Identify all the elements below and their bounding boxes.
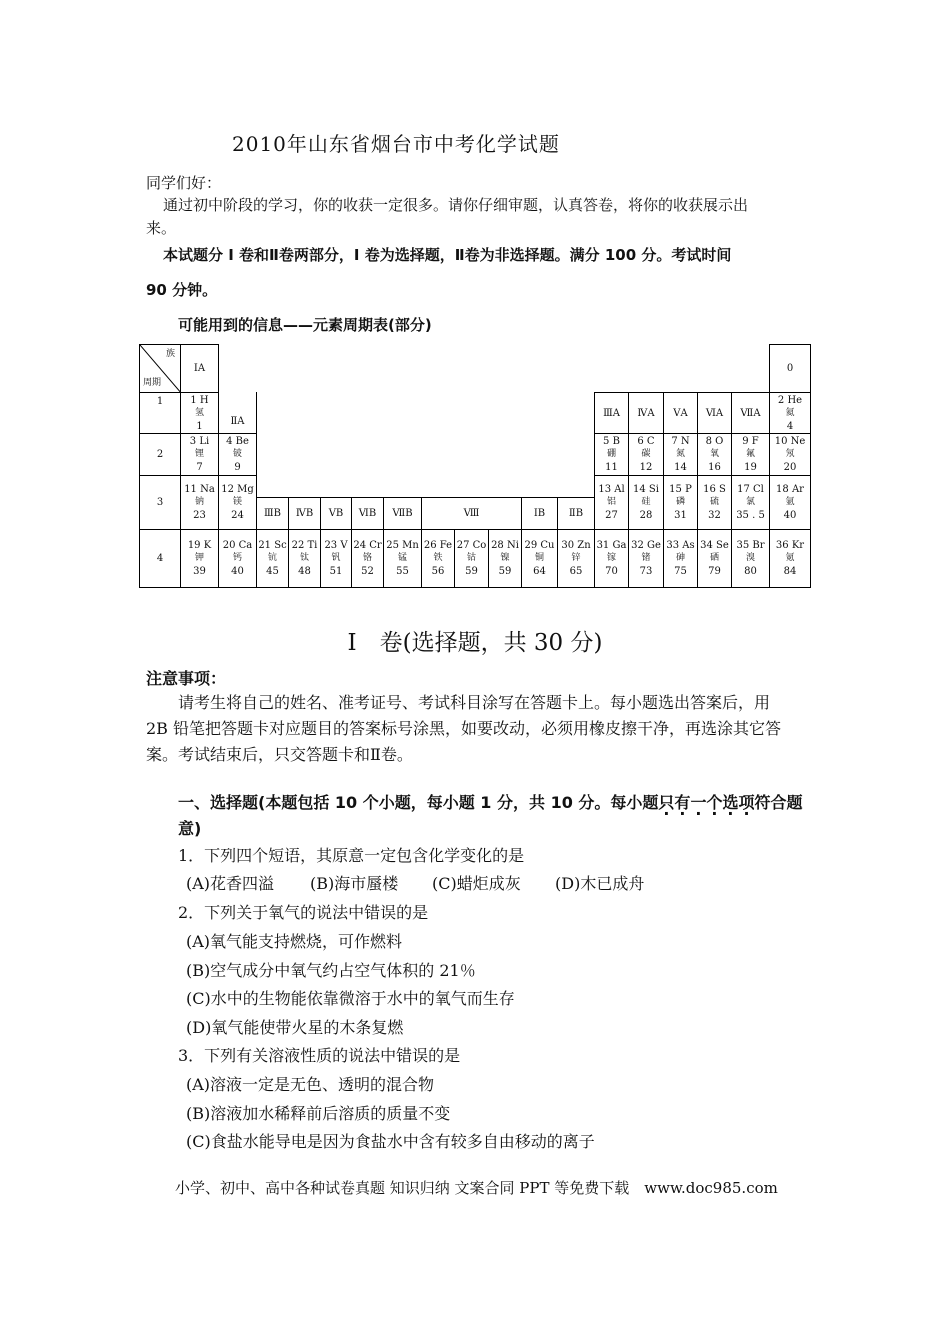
- volume-title: I 卷(选择题，共 30 分): [347, 630, 603, 656]
- element-be: 4 Be 铍 9: [218, 433, 257, 476]
- emphasized-char: 有: [674, 793, 691, 812]
- group-label-viib: ⅦB: [383, 497, 422, 530]
- element-ga: 31 Ga 镓 70: [594, 529, 629, 588]
- q1-option-d: (D)木已成舟: [555, 874, 645, 893]
- question-2-stem: 2．下列关于氧气的说法中错误的是: [178, 903, 429, 922]
- table-corner-cell: [139, 344, 181, 393]
- element-na: 11 Na 钠 23: [180, 475, 219, 530]
- period-label-2: 2: [139, 433, 181, 476]
- element-he: 2 He 氦 4: [769, 392, 811, 434]
- group-label-ivb: ⅣB: [288, 497, 321, 530]
- element-br: 35 Br 溴 80: [731, 529, 770, 588]
- group-label-vib: ⅥB: [351, 497, 384, 530]
- section-heading-part-a: 一、选择题(本题包括 10 个小题，每小题 1 分，共 10 分。每小题: [178, 793, 659, 812]
- element-kr: 36 Kr 氪 84: [769, 529, 811, 588]
- q1-option-b: (B)海市蜃楼: [310, 874, 399, 893]
- element-ti: 22 Ti 钛 48: [288, 529, 321, 588]
- group-label-iiia: ⅢA: [594, 392, 629, 434]
- corner-period-label: 周期: [143, 378, 162, 388]
- question-1-stem: 1．下列四个短语，其原意一定包含化学变化的是: [178, 846, 525, 865]
- element-ne: 10 Ne 氖 20: [769, 433, 811, 476]
- emphasized-char: 选: [722, 793, 739, 812]
- exam-info-line-2: 90 分钟。: [146, 281, 218, 299]
- q3-option-b: (B)溶液加水稀释前后溶质的质量不变: [186, 1104, 451, 1123]
- emphasized-char: 只: [658, 793, 675, 812]
- element-as: 33 As 砷 75: [663, 529, 698, 588]
- group-label-ib: ⅠB: [521, 497, 558, 530]
- emphasized-char: 项: [738, 793, 755, 812]
- intro-line-2: 来。: [146, 219, 177, 237]
- element-ca: 20 Ca 钙 40: [218, 529, 257, 588]
- element-cu: 29 Cu 铜 64: [521, 529, 558, 588]
- corner-group-label: 族: [165, 349, 175, 359]
- greeting: 同学们好：: [146, 174, 222, 192]
- element-ge: 32 Ge 锗 73: [628, 529, 664, 588]
- exam-info-line-1: 本试题分 I 卷和Ⅱ卷两部分，I 卷为选择题，Ⅱ卷为非选择题。满分 100 分。考试时间: [163, 246, 732, 264]
- question-3-stem: 3．下列有关溶液性质的说法中错误的是: [178, 1046, 461, 1065]
- group-label-va: ⅤA: [663, 392, 698, 434]
- group-label-iia: ⅡA: [218, 392, 257, 434]
- element-b: 5 B 硼 11: [594, 433, 629, 476]
- element-mn: 25 Mn 锰 55: [383, 529, 422, 588]
- section-heading-part-b: 符合题: [754, 793, 803, 812]
- element-sc: 21 Sc 钪 45: [256, 529, 289, 588]
- q1-option-a: (A)花香四溢: [186, 874, 275, 893]
- element-cr: 24 Cr 铬 52: [351, 529, 384, 588]
- emphasized-char: 个: [706, 793, 723, 812]
- emphasized-char: 一: [690, 793, 707, 812]
- table-caption: 可能用到的信息——元素周期表(部分): [178, 316, 432, 334]
- element-li: 3 Li 锂 7: [180, 433, 219, 476]
- footer-text: 小学、初中、高中各种试卷真题 知识归纳 文案合同 PPT 等免费下载 www.doc985.com: [175, 1179, 778, 1197]
- element-cl: 17 Cl 氯 35 . 5: [731, 475, 770, 530]
- intro-line-1: 通过初中阶段的学习，你的收获一定很多。请你仔细审题，认真答卷，将你的收获展示出: [163, 196, 749, 214]
- q2-option-b: (B)空气成分中氧气约占空气体积的 21％: [186, 961, 476, 980]
- element-o: 8 O 氧 16: [697, 433, 732, 476]
- element-p: 15 P 磷 31: [663, 475, 698, 530]
- element-se: 34 Se 硒 79: [697, 529, 732, 588]
- group-label-iib: ⅡB: [557, 497, 595, 530]
- group-label-viia: ⅦA: [731, 392, 770, 434]
- group-label-vb: ⅤB: [320, 497, 352, 530]
- group-label-viii: Ⅷ: [421, 497, 522, 530]
- notice-heading: 注意事项：: [146, 669, 227, 688]
- element-k: 19 K 钾 39: [180, 529, 219, 588]
- period-label-1: 1: [139, 392, 181, 434]
- element-fe: 26 Fe 铁 56: [421, 529, 455, 588]
- element-v: 23 V 钒 51: [320, 529, 352, 588]
- periodic-table: [139, 344, 811, 588]
- notice-line-1: 请考生将自己的姓名、准考证号、考试科目涂写在答题卡上。每小题选出答案后，用: [178, 693, 771, 712]
- q3-option-c: (C)食盐水能导电是因为食盐水中含有较多自由移动的离子: [186, 1132, 595, 1151]
- element-al: 13 Al 铝 27: [594, 475, 629, 530]
- q2-option-c: (C)水中的生物能依靠微溶于水中的氧气而生存: [186, 989, 515, 1008]
- element-ni: 28 Ni 镍 59: [488, 529, 522, 588]
- element-f: 9 F 氟 19: [731, 433, 770, 476]
- page-title: 2010年山东省烟台市中考化学试题: [232, 132, 560, 156]
- emphasized-phrase: [658, 793, 754, 812]
- element-n: 7 N 氮 14: [663, 433, 698, 476]
- element-c: 6 C 碳 12: [628, 433, 664, 476]
- element-mg: 12 Mg 镁 24: [218, 475, 257, 530]
- section-heading-cont: 意): [178, 819, 202, 838]
- group-label-0: 0: [769, 344, 811, 393]
- q3-option-a: (A)溶液一定是无色、透明的混合物: [186, 1075, 435, 1094]
- element-h: 1 H 氢 1: [180, 392, 219, 434]
- period-label-3: 3: [139, 475, 181, 530]
- period-label-4: 4: [139, 529, 181, 588]
- notice-line-3: 案。考试结束后，只交答题卡和Ⅱ卷。: [146, 745, 413, 764]
- section-heading: [178, 790, 803, 813]
- q2-option-a: (A)氧气能支持燃烧，可作燃料: [186, 932, 403, 951]
- element-zn: 30 Zn 锌 65: [557, 529, 595, 588]
- notice-line-2: 2B 铅笔把答题卡对应题目的答案标号涂黑，如要改动，必须用橡皮擦干净，再选涂其它答: [146, 719, 782, 738]
- q2-option-d: (D)氧气能使带火星的木条复燃: [186, 1018, 404, 1037]
- group-label-iva: ⅣA: [628, 392, 664, 434]
- element-ar: 18 Ar 氩 40: [769, 475, 811, 530]
- element-si: 14 Si 硅 28: [628, 475, 664, 530]
- q1-option-c: (C)蜡炬成灰: [432, 874, 521, 893]
- element-co: 27 Co 钴 59: [454, 529, 489, 588]
- element-s: 16 S 硫 32: [697, 475, 732, 530]
- group-label-ia: ⅠA: [180, 344, 219, 393]
- group-label-iiib: ⅢB: [256, 497, 289, 530]
- group-label-via: ⅥA: [697, 392, 732, 434]
